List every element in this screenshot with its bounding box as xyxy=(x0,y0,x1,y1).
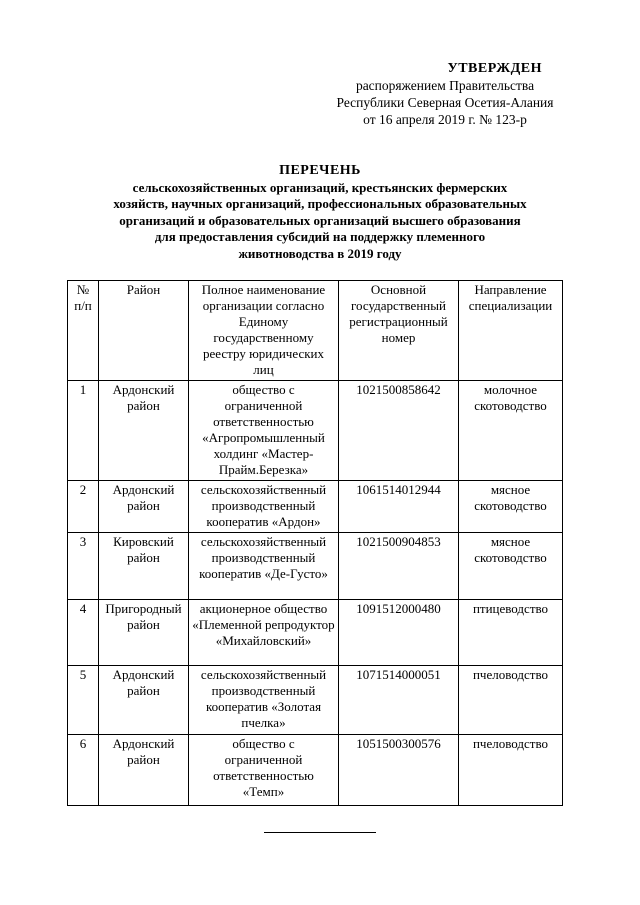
cell-org-name: общество с ограниченной ответственностью «Агропромышленный холдинг «Мастер-Прайм.Березка» xyxy=(189,381,339,481)
table-header-row xyxy=(68,281,563,381)
approval-stamp xyxy=(300,60,590,128)
header-org-name: Полное наименование организации согласно Единому государственному реестру юридических лиц xyxy=(189,281,339,381)
cell-number: 4 xyxy=(68,600,99,666)
table-row xyxy=(68,481,563,533)
cell-reg-number: 1091512000480 xyxy=(339,600,459,666)
header-number-line-2: п/п xyxy=(74,298,92,313)
document-title-line-2: хозяйств, научных организаций, профессиональных образовательных xyxy=(113,196,527,211)
approval-heading: УТВЕРЖДЕН xyxy=(447,61,542,76)
document-title xyxy=(60,163,580,262)
header-number-line-1: № xyxy=(76,282,90,297)
closing-rule xyxy=(264,832,376,833)
cell-district: Ардонский район xyxy=(99,735,189,806)
cell-reg-number: 1021500858642 xyxy=(339,381,459,481)
cell-number: 6 xyxy=(68,735,99,806)
document-title-line-4: для предоставления субсидий на поддержку племенного xyxy=(154,229,486,244)
approval-line-2: Республики Северная Осетия-Алания xyxy=(336,95,554,110)
header-specialization: Направление специализации xyxy=(459,281,563,381)
cell-specialization: пчеловодство xyxy=(459,735,563,806)
document-title-line-1: сельскохозяйственных организаций, крестьянских фермерских xyxy=(132,179,508,195)
cell-number: 2 xyxy=(68,481,99,533)
header-number xyxy=(68,281,99,381)
cell-district: Пригородный район xyxy=(99,600,189,666)
header-reg-number: Основной государственный регистрационный номер xyxy=(339,281,459,381)
cell-number: 5 xyxy=(68,666,99,735)
cell-org-name: акционерное общество «Племенной репродуктор «Михайловский» xyxy=(189,600,339,666)
approval-line-1: распоряжением Правительства xyxy=(355,78,535,93)
approval-line-3: от 16 апреля 2019 г. № 123-р xyxy=(363,112,527,127)
cell-reg-number: 1071514000051 xyxy=(339,666,459,735)
cell-specialization: мясное скотоводство xyxy=(459,481,563,533)
cell-specialization: молочное скотоводство xyxy=(459,381,563,481)
table-row xyxy=(68,600,563,666)
cell-district: Ардонский район xyxy=(99,381,189,481)
table-row xyxy=(68,735,563,806)
cell-org-name: сельскохозяйственный производственный кооператив «Ардон» xyxy=(189,481,339,533)
cell-org-name: общество с ограниченной ответственностью «Темп» xyxy=(189,735,339,806)
cell-org-name: сельскохозяйственный производственный кооператив «Золотая пчелка» xyxy=(189,666,339,735)
cell-district: Ардонский район xyxy=(99,481,189,533)
cell-district: Кировский район xyxy=(99,533,189,600)
document-title-line-5: животноводства в 2019 году xyxy=(238,245,402,261)
cell-number: 1 xyxy=(68,381,99,481)
cell-org-name: сельскохозяйственный производственный кооператив «Де-Густо» xyxy=(189,533,339,600)
cell-specialization: пчеловодство xyxy=(459,666,563,735)
table-row xyxy=(68,533,563,600)
cell-reg-number: 1021500904853 xyxy=(339,533,459,600)
cell-reg-number: 1051500300576 xyxy=(339,735,459,806)
organizations-table xyxy=(67,280,563,806)
header-district: Район xyxy=(99,281,189,381)
table-row xyxy=(68,381,563,481)
document-title-main: ПЕРЕЧЕНЬ xyxy=(279,163,361,178)
cell-reg-number: 1061514012944 xyxy=(339,481,459,533)
table-row xyxy=(68,666,563,735)
cell-district: Ардонский район xyxy=(99,666,189,735)
cell-number: 3 xyxy=(68,533,99,600)
cell-specialization: мясное скотоводство xyxy=(459,533,563,600)
cell-specialization: птицеводство xyxy=(459,600,563,666)
document-title-line-3: организаций и образовательных организаций высшего образования xyxy=(119,212,521,228)
